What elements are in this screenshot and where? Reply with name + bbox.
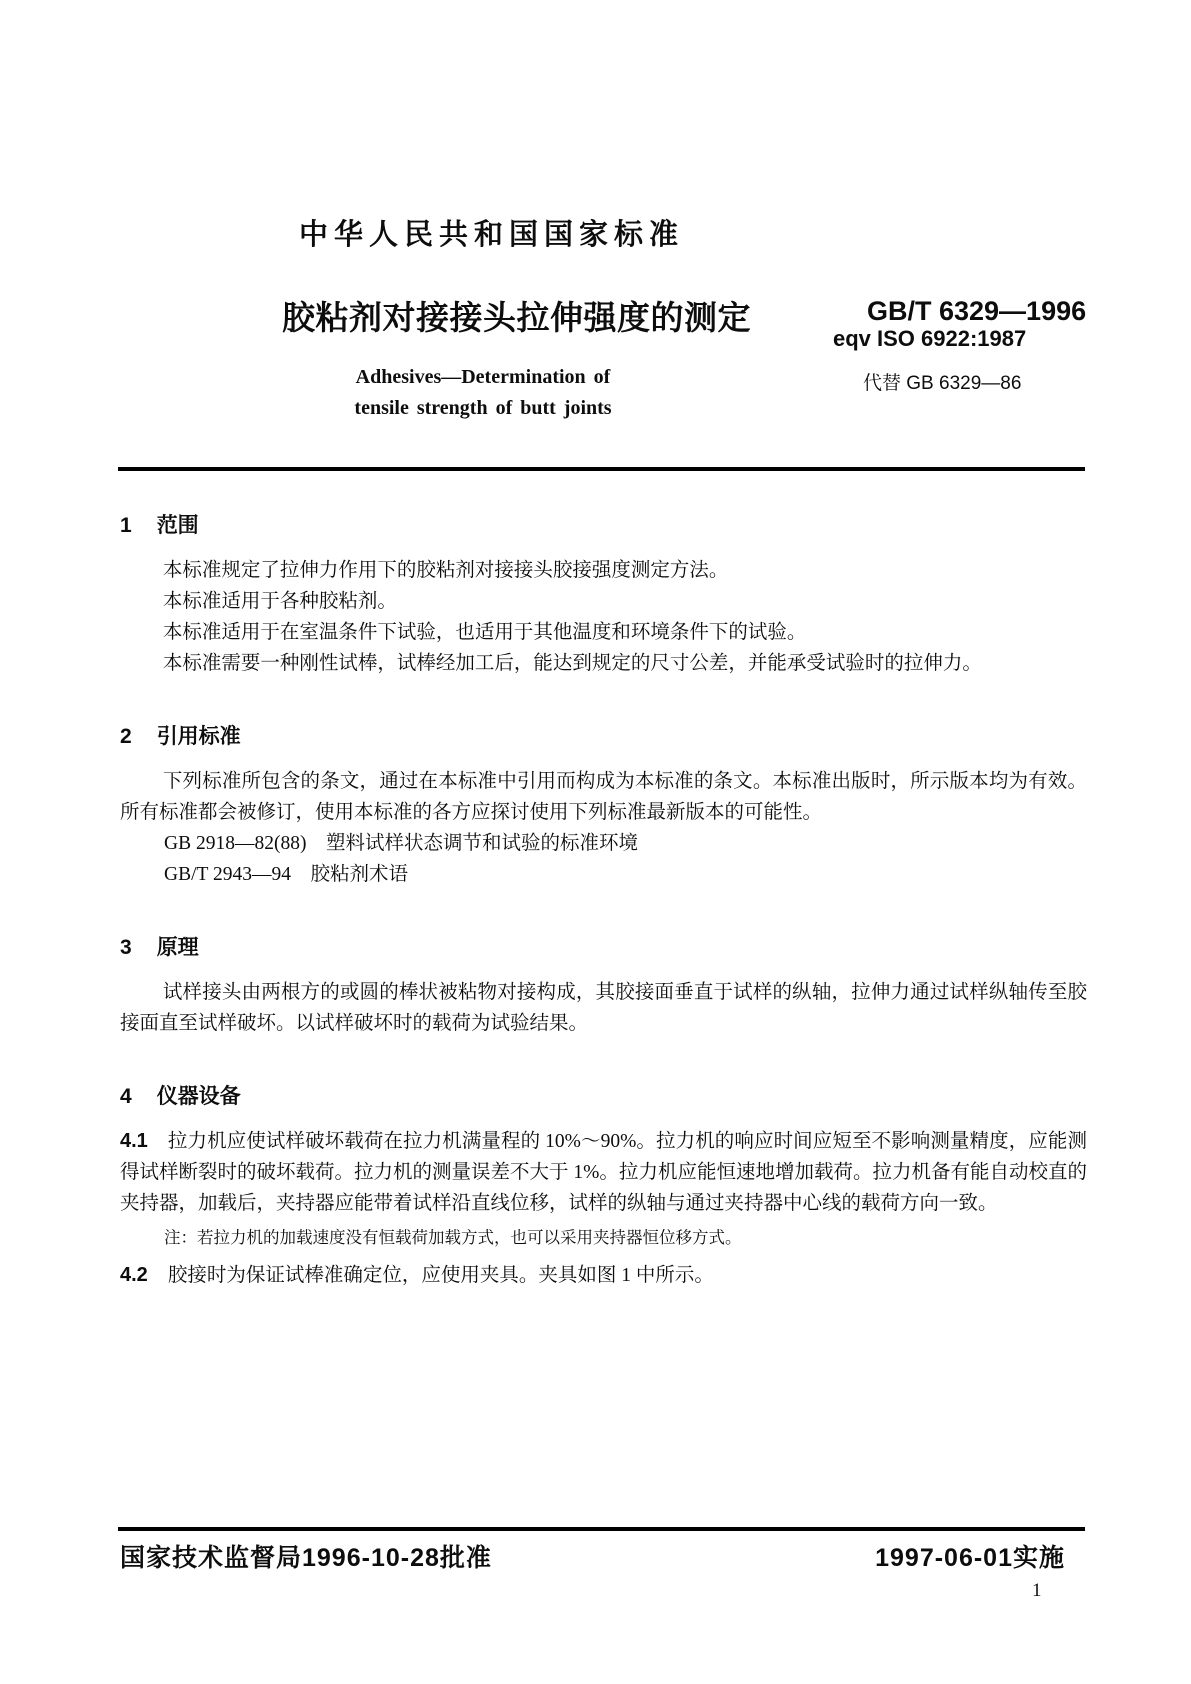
section-heading-references bbox=[120, 723, 1087, 750]
paragraph: 本标准需要一种刚性试棒，试棒经加工后，能达到规定的尺寸公差，并能承受试验时的拉伸力。 bbox=[162, 653, 982, 674]
standard-number: GB/T 6329—1996 bbox=[867, 296, 1087, 326]
document-title-en-line2: tensile strength of butt joints bbox=[354, 397, 612, 419]
document-title-en bbox=[283, 362, 683, 424]
standard-equivalence: eqv ISO 6922:1987 bbox=[833, 326, 1027, 351]
section-heading-scope bbox=[120, 512, 1087, 539]
paragraph: 本标准适用于在室温条件下试验，也适用于其他温度和环境条件下的试验。 bbox=[162, 622, 807, 643]
section-heading-text: 范围 bbox=[156, 514, 199, 537]
implementation-text: 1997-06-01实施 bbox=[875, 1544, 1065, 1572]
approval-text: 国家技术监督局1996-10-28批准 bbox=[120, 1544, 492, 1572]
document-title-zh: 胶粘剂对接接头拉伸强度的测定 bbox=[282, 299, 751, 336]
section-heading-principle bbox=[120, 934, 1087, 961]
reference-item: GB/T 2943—94 胶粘剂术语 bbox=[164, 864, 408, 885]
section-heading-text: 引用标准 bbox=[156, 725, 241, 748]
clause-text: 拉力机应使试样破坏载荷在拉力机满量程的 10%～90%。拉力机的响应时间应短至不影响测量精度，应能测得试样断裂时的破坏载荷。拉力机的测量误差不大于 1%。拉力机应能恒速地增加载荷。拉力机备有能自动校直的夹持器，加载后，夹持器应能带着试样沿直线位移，试样的纵轴与通过夹持器中心线的载荷方向一致。 bbox=[120, 1131, 1087, 1214]
standard-replaces: 代替 GB 6329—86 bbox=[863, 373, 1022, 394]
section-heading-text: 原理 bbox=[156, 936, 199, 959]
document-body bbox=[120, 504, 1087, 1291]
paragraph: 试样接头由两根方的或圆的棒状被粘物对接构成，其胶接面垂直于试样的纵轴，拉伸力通过试样纵轴传至胶接面直至试样破坏。以试样破坏时的载荷为试验结果。 bbox=[120, 982, 1087, 1034]
section-heading-apparatus bbox=[120, 1083, 1087, 1110]
section-number: 1 bbox=[120, 514, 132, 537]
clause-text: 胶接时为保证试棒准确定位，应使用夹具。夹具如图 1 中所示。 bbox=[167, 1265, 714, 1286]
page-number: 1 bbox=[1032, 1580, 1042, 1601]
paragraph: 本标准规定了拉伸力作用下的胶粘剂对接接头胶接强度测定方法。 bbox=[162, 560, 729, 581]
header-divider bbox=[118, 467, 1085, 471]
clause-4-1 bbox=[120, 1126, 1087, 1219]
standard-number-block bbox=[833, 296, 1093, 395]
paragraph: 本标准适用于各种胶粘剂。 bbox=[162, 591, 397, 612]
section-number: 2 bbox=[120, 725, 132, 748]
paragraph: 下列标准所包含的条文，通过在本标准中引用而构成为本标准的条文。本标准出版时，所示版本均为有效。所有标准都会被修订，使用本标准的各方应探讨使用下列标准最新版本的可能性。 bbox=[120, 771, 1087, 823]
section-number: 3 bbox=[120, 936, 132, 959]
section-heading-text: 仪器设备 bbox=[156, 1085, 241, 1108]
reference-item: GB 2918—82(88) 塑料试样状态调节和试验的标准环境 bbox=[164, 833, 638, 854]
clause-4-2 bbox=[120, 1260, 1087, 1291]
national-standard-label: 中华人民共和国国家标准 bbox=[299, 219, 685, 251]
clause-number: 4.1 bbox=[120, 1130, 148, 1152]
clause-number: 4.2 bbox=[120, 1264, 148, 1286]
clause-note: 注：若拉力机的加载速度没有恒载荷加载方式，也可以采用夹持器恒位移方式。 bbox=[164, 1228, 742, 1247]
document-title-en-line1: Adhesives—Determination of bbox=[355, 366, 611, 388]
footer-divider bbox=[118, 1527, 1085, 1531]
section-number: 4 bbox=[120, 1085, 132, 1108]
